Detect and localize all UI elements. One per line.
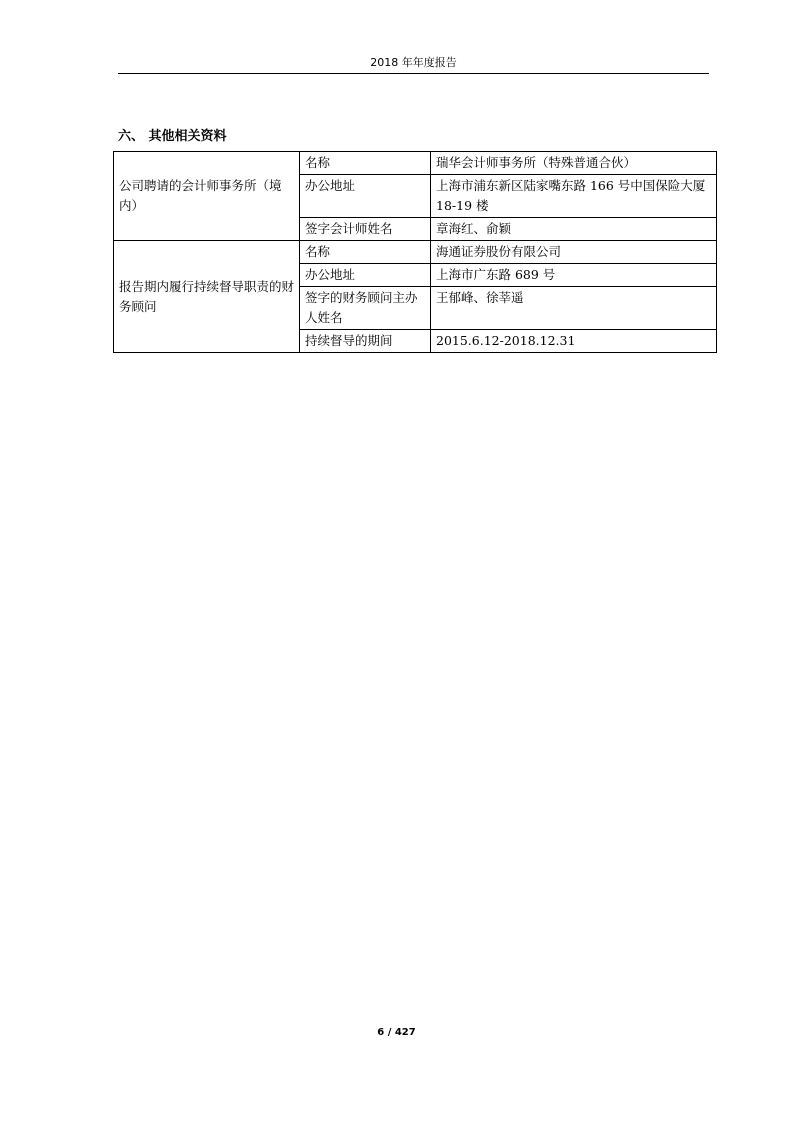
page-number: 6 / 427 [377, 1027, 416, 1038]
field-label: 办公地址 [300, 264, 431, 287]
group-label-auditor: 公司聘请的会计师事务所（境内） [114, 152, 300, 241]
table-row [114, 152, 717, 175]
field-value: 2015.6.12-2018.12.31 [431, 330, 717, 353]
table-row [114, 241, 717, 264]
field-label: 持续督导的期间 [300, 330, 431, 353]
field-label: 名称 [300, 241, 431, 264]
field-value: 上海市广东路 689 号 [431, 264, 717, 287]
field-value: 瑞华会计师事务所（特殊普通合伙） [431, 152, 717, 175]
field-value: 王郁峰、徐莘遥 [431, 287, 717, 330]
field-label: 名称 [300, 152, 431, 175]
field-value: 章海红、俞颖 [431, 218, 717, 241]
info-table [113, 151, 717, 353]
field-label: 签字的财务顾问主办人姓名 [300, 287, 431, 330]
field-value: 海通证券股份有限公司 [431, 241, 717, 264]
group-label-financial-advisor: 报告期内履行持续督导职责的财务顾问 [114, 241, 300, 353]
field-label: 签字会计师姓名 [300, 218, 431, 241]
field-label: 办公地址 [300, 175, 431, 218]
page-header: 2018 年年度报告 [370, 56, 457, 69]
header-divider [118, 73, 709, 74]
section-title: 六、 其他相关资料 [118, 129, 227, 144]
field-value: 上海市浦东新区陆家嘴东路 166 号中国保险大厦 18-19 楼 [431, 175, 717, 218]
